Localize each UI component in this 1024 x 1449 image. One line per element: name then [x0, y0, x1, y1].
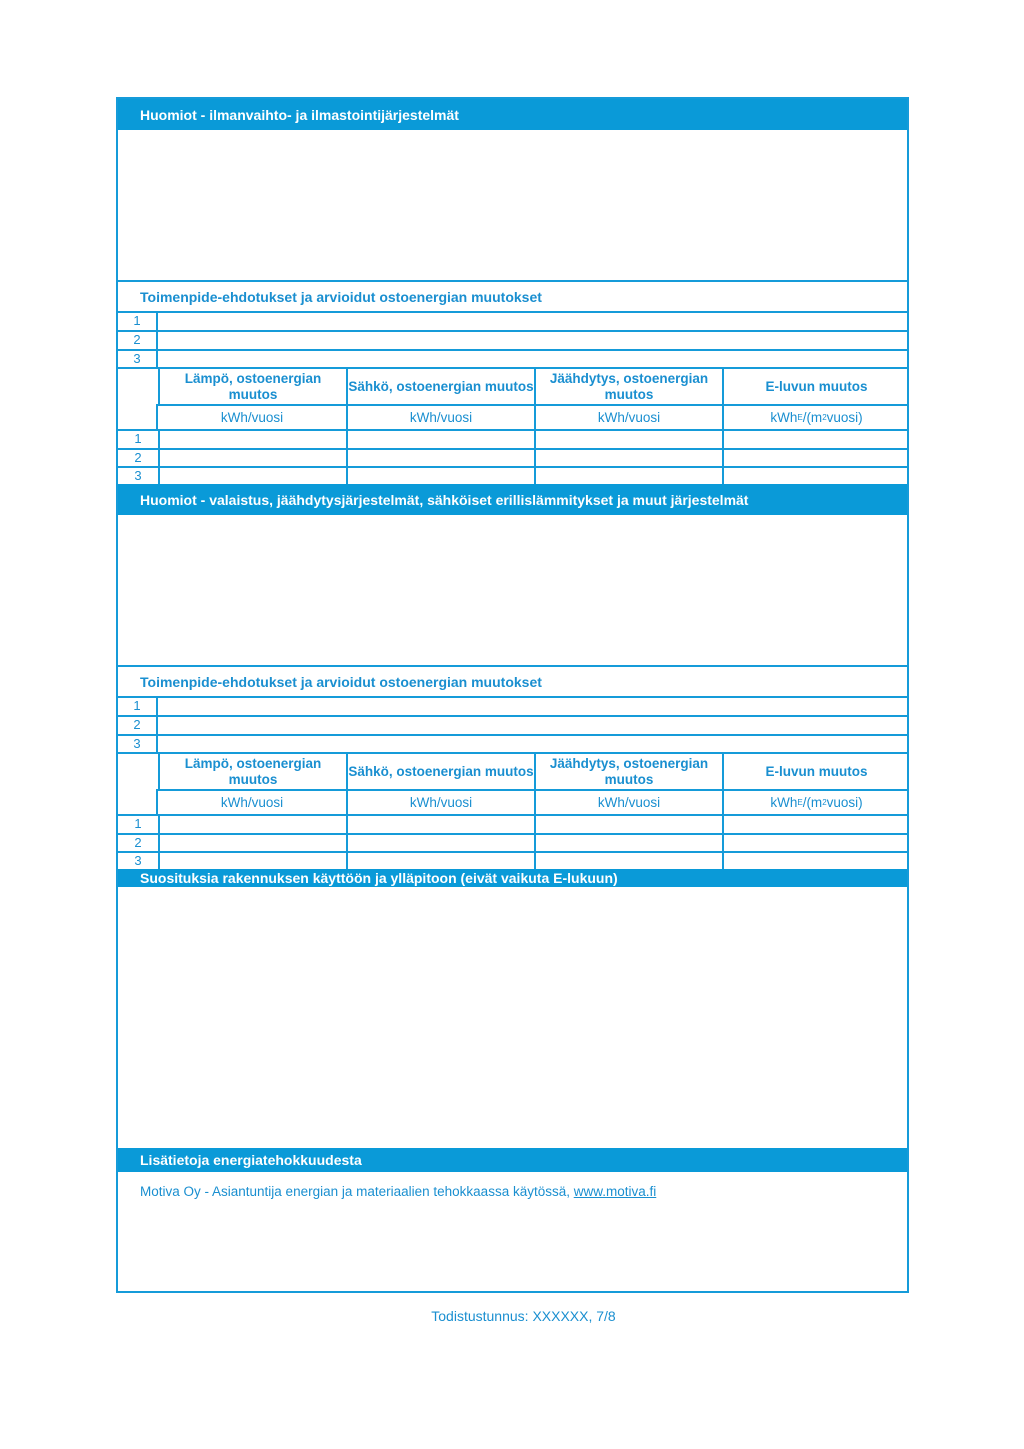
unit-electricity: kWh/vuosi [346, 791, 534, 814]
data-row-1 [118, 429, 907, 448]
col-electricity: Sähkö, ostoenergian muutos [346, 754, 534, 789]
info-text: Motiva Oy - Asiantuntija energian ja materiaalien tehokkaassa käytössä, [140, 1184, 574, 1199]
e-value-cell[interactable] [722, 450, 909, 467]
measure-row-1[interactable] [118, 311, 907, 330]
cooling-value-cell[interactable] [534, 853, 722, 870]
col-heat: Lämpö, ostoenergian muutos [158, 369, 346, 404]
e-value-cell[interactable] [722, 816, 909, 833]
more-info-text [140, 1184, 656, 1199]
e-value-cell[interactable] [722, 835, 909, 852]
cooling-value-cell[interactable] [534, 450, 722, 467]
unit-e-value [722, 406, 909, 429]
unit-sub: E [797, 798, 803, 807]
section-title: Huomiot - valaistus, jäähdytysjärjestelmät, sähköiset erillislämmitykset ja muut järjestelmät [140, 491, 749, 508]
measure-row-1[interactable] [118, 696, 907, 715]
measures-subheader [118, 665, 907, 696]
heat-value-cell[interactable] [158, 431, 346, 448]
data-row-1 [118, 814, 907, 833]
measure-row-3[interactable] [118, 734, 907, 753]
row-number: 1 [118, 698, 158, 715]
measures-subheader [118, 280, 907, 311]
unit-sub: E [797, 413, 803, 422]
unit-row [158, 404, 907, 429]
unit-electricity: kWh/vuosi [346, 406, 534, 429]
unit-end: vuosi) [826, 410, 863, 425]
data-row-3 [118, 851, 907, 870]
section-title: Huomiot - ilmanvaihto- ja ilmastointijärjestelmät [140, 106, 459, 123]
row-number: 1 [118, 313, 158, 330]
unit-main: kWh [770, 410, 798, 425]
col-cooling: Jäähdytys, ostoenergian muutos [534, 369, 722, 404]
e-value-cell[interactable] [722, 468, 909, 485]
cooling-value-cell[interactable] [534, 835, 722, 852]
data-row-2 [118, 448, 907, 467]
electricity-value-cell[interactable] [346, 835, 534, 852]
col-e-value: E-luvun muutos [722, 754, 909, 789]
heat-value-cell[interactable] [158, 853, 346, 870]
blank-cell [118, 789, 158, 814]
row-number: 3 [134, 853, 142, 868]
electricity-value-cell[interactable] [346, 853, 534, 870]
unit-cooling: kWh/vuosi [534, 791, 722, 814]
col-e-value: E-luvun muutos [722, 369, 909, 404]
row-number: 2 [134, 835, 142, 850]
heat-value-cell[interactable] [158, 816, 346, 833]
unit-row [158, 789, 907, 814]
blank-cell [118, 369, 158, 404]
blank-cell [118, 754, 158, 789]
unit-sup: 2 [822, 798, 827, 807]
row-number: 2 [118, 332, 158, 349]
electricity-value-cell[interactable] [346, 431, 534, 448]
measure-row-3[interactable] [118, 349, 907, 368]
col-heat: Lämpö, ostoenergian muutos [158, 754, 346, 789]
subheader-text: Toimenpide-ehdotukset ja arvioidut ostoenergian muutokset [140, 288, 542, 305]
motiva-link[interactable]: www.motiva.fi [573, 1184, 657, 1199]
measure-row-2[interactable] [118, 715, 907, 734]
heat-value-cell[interactable] [158, 835, 346, 852]
row-number: 3 [118, 736, 158, 753]
measure-row-2[interactable] [118, 330, 907, 349]
row-number: 1 [134, 431, 142, 446]
e-value-cell[interactable] [722, 853, 909, 870]
electricity-value-cell[interactable] [346, 450, 534, 467]
unit-cooling: kWh/vuosi [534, 406, 722, 429]
energy-change-header [118, 367, 907, 404]
data-row-2 [118, 833, 907, 852]
unit-mid: /(m [802, 410, 823, 425]
row-number: 2 [118, 717, 158, 734]
unit-end: vuosi) [826, 795, 863, 810]
unit-sup: 2 [822, 413, 827, 422]
cooling-value-cell[interactable] [534, 468, 722, 485]
col-electricity: Sähkö, ostoenergian muutos [346, 369, 534, 404]
electricity-value-cell[interactable] [346, 816, 534, 833]
unit-heat: kWh/vuosi [220, 410, 284, 425]
unit-mid: /(m [802, 795, 823, 810]
section-header-recommendations [118, 869, 907, 887]
cooling-value-cell[interactable] [534, 816, 722, 833]
e-value-cell[interactable] [722, 431, 909, 448]
row-number: 1 [134, 816, 142, 831]
heat-value-cell[interactable] [158, 450, 346, 467]
blank-cell [118, 404, 158, 429]
section-title: Lisätietoja energiatehokkuudesta [140, 1152, 362, 1168]
row-number: 3 [134, 468, 142, 483]
unit-e-value [722, 791, 909, 814]
section-title: Suosituksia rakennuksen käyttöön ja ylläpitoon (eivät vaikuta E-lukuun) [140, 870, 618, 886]
heat-value-cell[interactable] [158, 468, 346, 485]
energy-change-header [118, 752, 907, 789]
subheader-text: Toimenpide-ehdotukset ja arvioidut ostoenergian muutokset [140, 673, 542, 690]
row-number: 2 [134, 450, 142, 465]
electricity-value-cell[interactable] [346, 468, 534, 485]
cooling-value-cell[interactable] [534, 431, 722, 448]
certificate-id-footer: Todistustunnus: XXXXXX, 7/8 [431, 1308, 616, 1324]
row-number: 3 [118, 351, 158, 368]
unit-main: kWh [770, 795, 798, 810]
section-header-lighting [118, 484, 907, 515]
unit-heat: kWh/vuosi [220, 795, 284, 810]
data-row-3 [118, 466, 907, 485]
col-cooling: Jäähdytys, ostoenergian muutos [534, 754, 722, 789]
section-header-ventilation [118, 99, 907, 130]
energy-certificate-form [116, 97, 909, 1293]
section-header-more-info [118, 1148, 907, 1172]
